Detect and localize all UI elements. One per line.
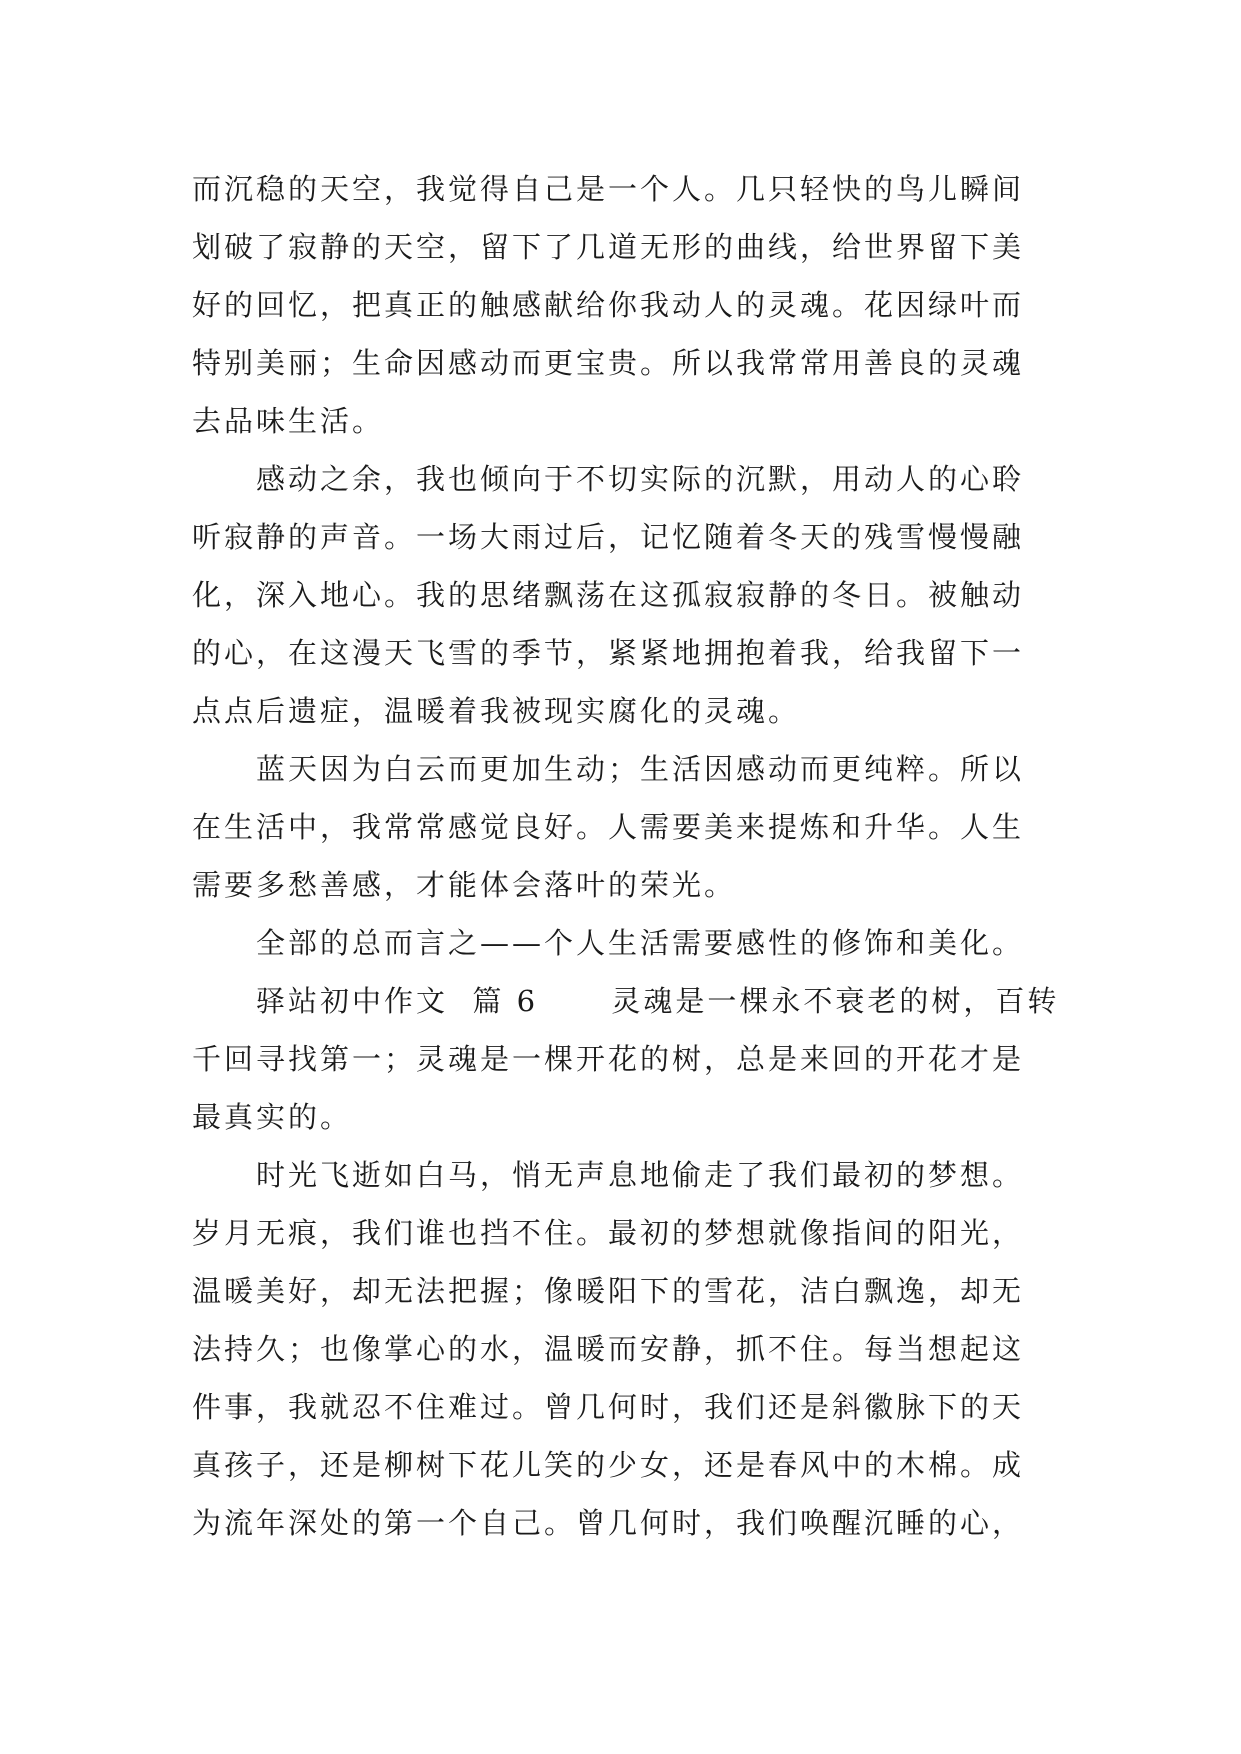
text-line: 在生活中，我常常感觉良好。人需要美来提炼和升华。人生 [192, 810, 1025, 844]
text-line: 去品味生活。 [192, 404, 385, 438]
text-line: 法持久；也像掌心的水，温暖而安静，抓不住。每当想起这 [192, 1332, 1025, 1366]
text-line: 需要多愁善感，才能体会落叶的荣光。 [192, 868, 737, 902]
document-body [192, 160, 1060, 1552]
text-line: 而沉稳的天空，我觉得自己是一个人。几只轻快的鸟儿瞬间 [192, 172, 1025, 206]
text-line: 温暖美好，却无法把握；像暖阳下的雪花，洁白飘逸，却无 [192, 1274, 1025, 1308]
text-line: 千回寻找第一；灵魂是一棵开花的树，总是来回的开花才是 [192, 1042, 1025, 1076]
text-line: 感动之余，我也倾向于不切实际的沉默，用动人的心聆 [256, 462, 1025, 496]
text-line: 的心，在这漫天飞雪的季节，紧紧地拥抱着我，给我留下一 [192, 636, 1025, 670]
text-line: 最真实的。 [192, 1100, 353, 1134]
text-line: 蓝天因为白云而更加生动；生活因感动而更纯粹。所以 [256, 752, 1025, 786]
text-line: 好的回忆，把真正的触感献给你我动人的灵魂。花因绿叶而 [192, 288, 1025, 322]
text-line: 岁月无痕，我们谁也挡不住。最初的梦想就像指间的阳光， [192, 1216, 1025, 1250]
text-line: 为流年深处的第一个自己。曾几何时，我们唤醒沉睡的心， [192, 1506, 1025, 1540]
text-line: 驿站初中作文 篇 6 灵魂是一棵永不衰老的树，百转 [256, 984, 1060, 1018]
text-line: 听寂静的声音。一场大雨过后，记忆随着冬天的残雪慢慢融 [192, 520, 1025, 554]
text-line: 特别美丽；生命因感动而更宝贵。所以我常常用善良的灵魂 [192, 346, 1025, 380]
text-line: 划破了寂静的天空，留下了几道无形的曲线，给世界留下美 [192, 230, 1025, 264]
text-line: 点点后遗症，温暖着我被现实腐化的灵魂。 [192, 694, 801, 728]
text-line: 真孩子，还是柳树下花儿笑的少女，还是春风中的木棉。成 [192, 1448, 1025, 1482]
text-line: 时光飞逝如白马，悄无声息地偷走了我们最初的梦想。 [256, 1158, 1025, 1192]
text-line: 件事，我就忍不住难过。曾几何时，我们还是斜徽脉下的天 [192, 1390, 1025, 1424]
text-line: 化，深入地心。我的思绪飘荡在这孤寂寂静的冬日。被触动 [192, 578, 1025, 612]
text-line: 全部的总而言之——个人生活需要感性的修饰和美化。 [256, 926, 1025, 960]
